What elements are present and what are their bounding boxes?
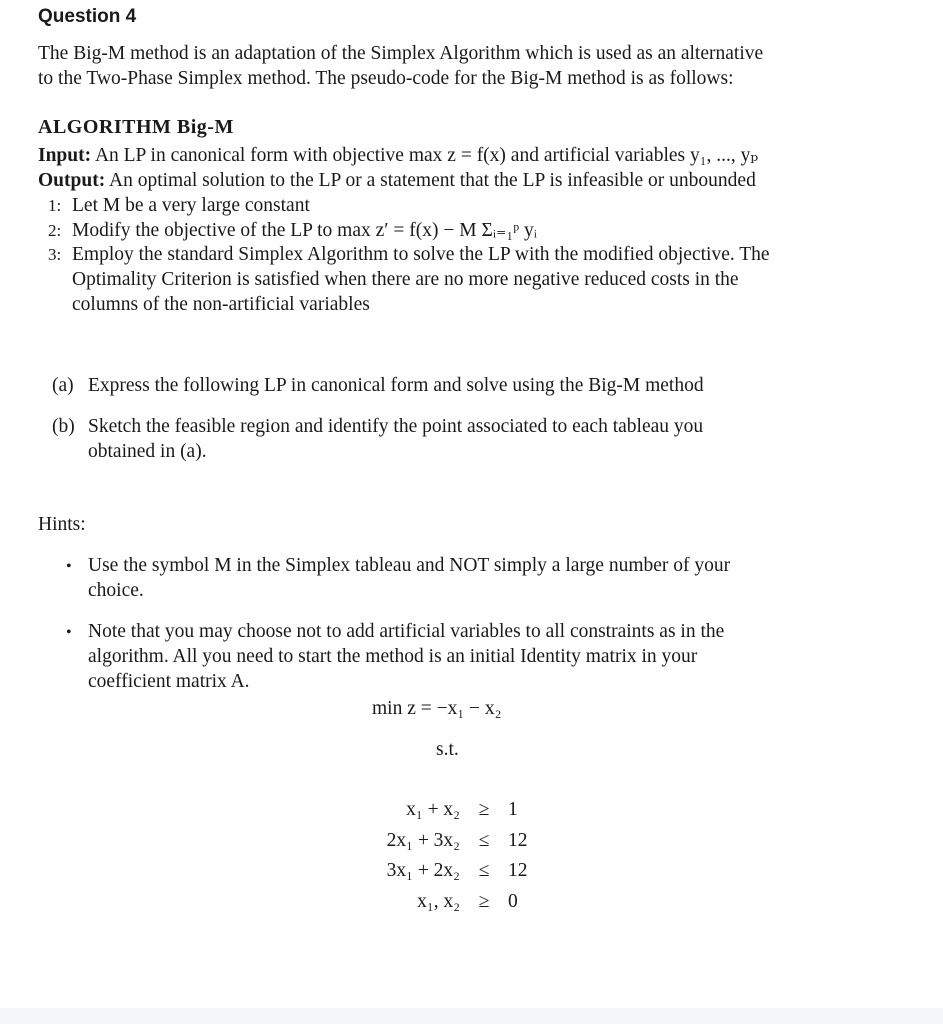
part-b-cont: obtained in (a). — [88, 441, 207, 462]
lp-st: s.t. — [436, 739, 459, 760]
intro-line-2: to the Two-Phase Simplex method. The pseudo-code for the Big-M method is as follows: — [38, 68, 734, 89]
part-a — [52, 373, 704, 398]
part-b — [52, 414, 703, 439]
algorithm-step-3-cont-2: columns of the non-artificial variables — [72, 294, 370, 315]
algorithm-step-3-cont-1: Optimality Criterion is satisfied when there are no more negative reduced costs in the — [72, 269, 739, 290]
question-heading: Question 4 — [38, 6, 137, 27]
step-number: 3: — [48, 245, 62, 264]
part-b-text: Sketch the feasible region and identify the point associated to each tableau you — [88, 416, 704, 437]
hint-2-line-1: Note that you may choose not to add artificial variables to all constraints as in the — [88, 621, 725, 642]
hint-1 — [66, 553, 730, 579]
part-a-text: Express the following LP in canonical form and solve using the Big-M method — [88, 375, 704, 396]
step-number: 2: — [48, 221, 62, 240]
page-bottom-strip — [0, 1008, 943, 1024]
algorithm-title: ALGORITHM Big-M — [38, 116, 234, 138]
hint-2 — [66, 619, 724, 645]
algorithm-step-2 — [38, 218, 537, 243]
step-number: 1: — [48, 196, 62, 215]
hint-1-line-1: Use the symbol M in the Simplex tableau and NOT simply a large number of your — [88, 555, 731, 576]
step-text: Employ the standard Simplex Algorithm to solve the LP with the modified objective. The — [72, 244, 770, 265]
output-label: Output: — [38, 170, 106, 191]
constraint-lhs: 3x₁ + 2x₂ — [386, 860, 460, 881]
algorithm-input — [38, 143, 758, 168]
input-label: Input: — [38, 145, 92, 166]
constraint-relation: ≥ — [478, 799, 490, 820]
hint-2-line-2: algorithm. All you need to start the method is an initial Identity matrix in your — [88, 646, 698, 667]
constraint-relation: ≤ — [478, 830, 490, 851]
bullet-icon: • — [66, 624, 72, 641]
constraint-rhs: 12 — [508, 830, 528, 851]
hint-1-line-2: choice. — [88, 580, 144, 601]
part-b-label: (b) — [52, 416, 75, 437]
constraint-rhs: 1 — [508, 799, 518, 820]
bullet-icon: • — [66, 558, 72, 575]
hint-2-line-3: coefficient matrix A. — [88, 671, 250, 692]
step-text: Modify the objective of the LP to max z′ = f(x) − M Σᵢ₌₁ᵖ yᵢ — [72, 220, 538, 241]
input-text: An LP in canonical form with objective max z = f(x) and artificial variables y₁, ..., yₚ — [94, 145, 759, 166]
constraint-rhs: 0 — [508, 891, 518, 912]
constraint-lhs: x₁, x₂ — [417, 891, 460, 912]
algorithm-output — [38, 168, 756, 193]
intro-line-1: The Big-M method is an adaptation of the Simplex Algorithm which is used as an alternative — [38, 43, 764, 64]
algorithm-step-1 — [38, 193, 310, 218]
step-text: Let M be a very large constant — [72, 195, 310, 216]
part-a-label: (a) — [52, 375, 74, 396]
hints-title: Hints: — [38, 514, 86, 535]
constraint-lhs: 2x₁ + 3x₂ — [386, 830, 460, 851]
constraint-relation: ≥ — [478, 891, 490, 912]
algorithm-step-3 — [38, 242, 770, 267]
constraint-relation: ≤ — [478, 860, 490, 881]
output-text: An optimal solution to the LP or a statement that the LP is infeasible or unbounded — [109, 170, 756, 191]
constraint-lhs: x₁ + x₂ — [406, 799, 460, 820]
lp-objective: min z = −x₁ − x₂ — [372, 698, 502, 719]
constraint-rhs: 12 — [508, 860, 528, 881]
